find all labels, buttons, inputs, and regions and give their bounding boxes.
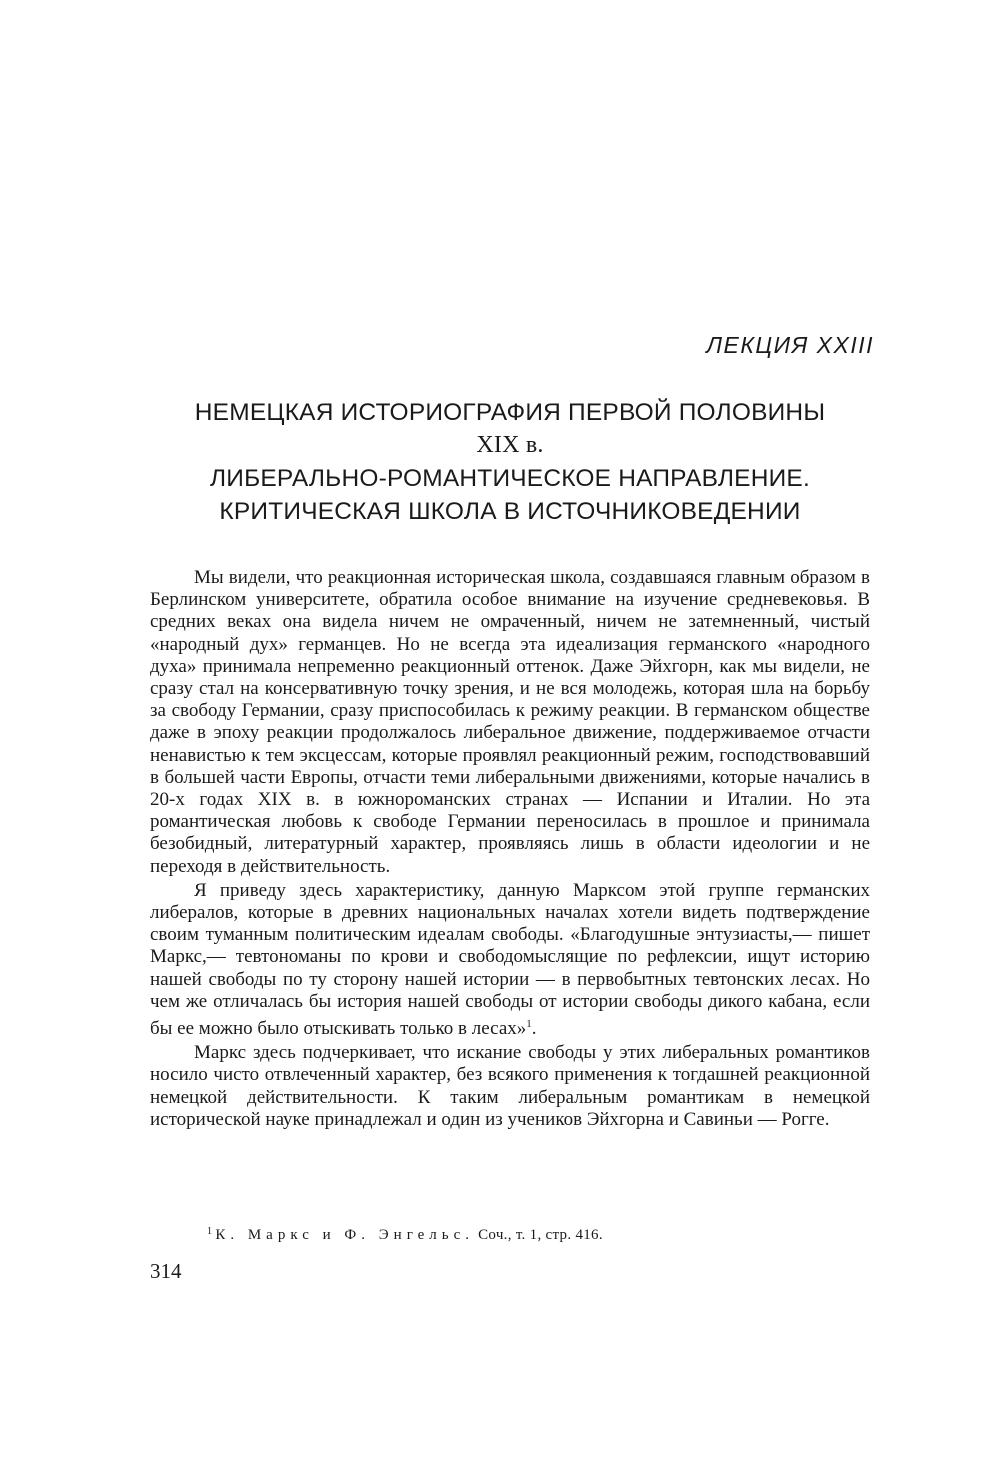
title-line-1: НЕМЕЦКАЯ ИСТОРИОГРАФИЯ ПЕРВОЙ ПОЛОВИНЫ <box>194 399 826 426</box>
title-line-4: КРИТИЧЕСКАЯ ШКОЛА В ИСТОЧНИКОВЕДЕНИИ <box>219 498 801 525</box>
footnote-marker: 1 <box>207 1226 213 1237</box>
title-line-3: ЛИБЕРАЛЬНО-РОМАНТИЧЕСКОЕ НАПРАВЛЕНИЕ. <box>210 465 810 492</box>
footnote <box>207 1226 603 1244</box>
page-number: 314 <box>150 1259 182 1283</box>
footnote-author: К. Маркс и Ф. Энгельс. <box>215 1227 475 1243</box>
footnote-source: Соч., т. 1, стр. 416. <box>478 1227 603 1243</box>
body-text <box>150 567 870 1133</box>
title-line-2: XIX в. <box>476 432 544 458</box>
lecture-label: ЛЕКЦИЯ XXIII <box>706 332 874 358</box>
paragraph-2 <box>150 880 870 1040</box>
paragraph-2-text: Я приведу здесь характеристику, данную Марксом этой группе германских либералов, которые в древних национальных началах хотели видеть подтверждение своим туманным политическим идеалам свободы. «Благодушные энтузиасты,— пишет Маркс,— тевтономаны по крови и свободомыслящие по рефлексии, ищут историю нашей свободы по ту сторону нашей истории — в первобытных тевтонских лесах. Но чем же отличалась бы история нашей свободы от истории свободы дикого кабана, если бы ее можно было отыскивать только в лесах» <box>150 879 870 1040</box>
chapter-title <box>120 396 900 528</box>
paragraph-1: Мы видели, что реакционная историческая школа, создавшаяся главным образом в Берлинском университете, обратила особое внимание на изучение средневековья. В средних веках она видела ничем не омраченный, ничем не затемненный, чистый «народный дух» германцев. Но не всегда эта идеализация германского «народного духа» принимала непременно реакционный оттенок. Даже Эйхгорн, как мы видели, не сразу стал на консервативную точку зрения, и не вся молодежь, которая шла на борьбу за свободу Германии, сразу приспособилась к режиму реакции. В германском обществе даже в эпоху реакции продолжалось либеральное движение, поддерживаемое отчасти ненавистью к тем эксцессам, которые проявлял реакционный режим, господствовавший в большей части Европы, отчасти теми либеральными движениями, которые начались в 20-х годах XIX в. в южнороманских странах — Испании и Италии. Но эта романтическая любовь к свободе Германии переносилась в прошлое и принимала безобидный, литературный характер, проявляясь лишь в области идеологии и не переходя в действительность. <box>150 567 870 877</box>
paragraph-3: Маркс здесь подчеркивает, что искание свободы у этих либеральных романтиков носило чисто отвлеченный характер, без всякого применения к тогдашней реакционной немецкой действительности. К таким либеральным романтикам в немецкой исторической науке принадлежал и один из учеников Эйхгорна и Савиньи — Рогге. <box>150 1042 870 1130</box>
footnote-reference: 1 <box>526 1018 532 1031</box>
paragraph-2-end: . <box>531 1018 537 1040</box>
